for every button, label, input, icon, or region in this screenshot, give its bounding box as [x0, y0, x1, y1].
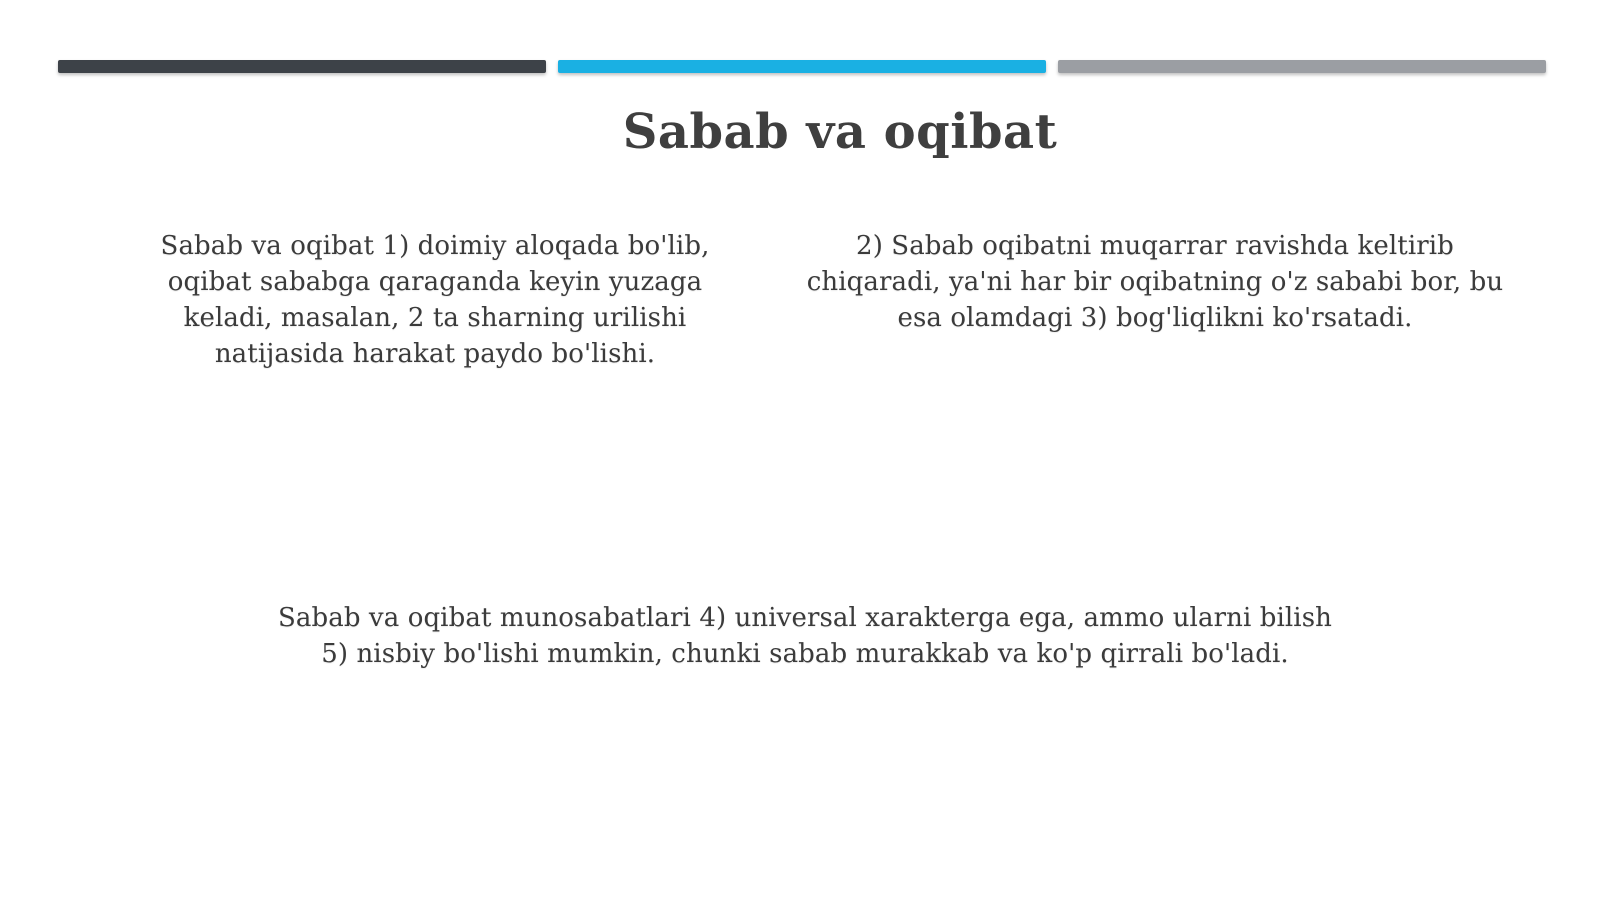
slide-title: Sabab va oqibat	[622, 104, 1058, 160]
accent-bar-blue	[558, 60, 1046, 73]
accent-bar-gray	[1058, 60, 1546, 73]
text-block-left: Sabab va oqibat 1) doimiy aloqada bo'lib, oqibat sababga qaraganda keyin yuzaga keladi, masalan, 2 ta sharning urilishi natijasida harakat paydo bo'lishi.	[160, 231, 710, 369]
text-block-right: 2) Sabab oqibatni muqarrar ravishda keltirib chiqaradi, ya'ni har bir oqibatning o'z sababi bor, bu esa olamdagi 3) bog'liqlikni ko'rsatadi.	[806, 231, 1504, 333]
accent-bar-dark	[58, 60, 546, 73]
text-block-bottom: Sabab va oqibat munosabatlari 4) universal xarakterga ega, ammo ularni bilish 5) nisbiy bo'lishi mumkin, chunki sabab murakkab va ko'p qirrali bo'ladi.	[277, 603, 1333, 669]
